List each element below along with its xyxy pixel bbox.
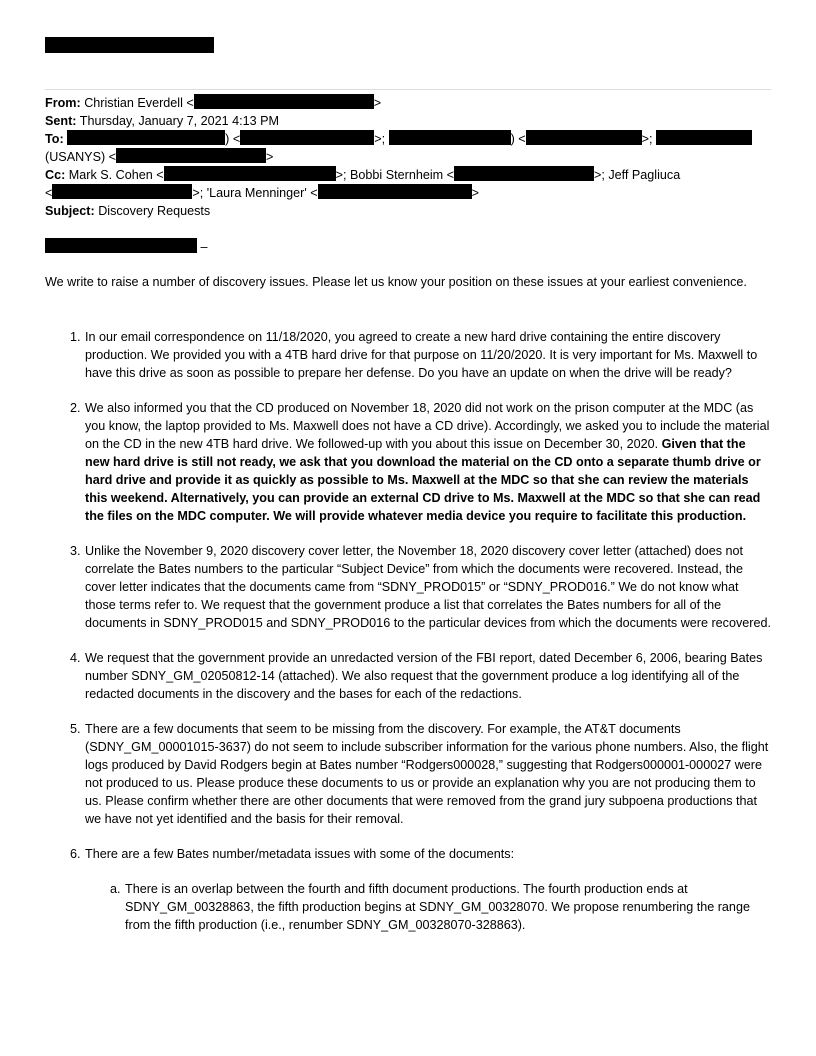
item-bold-text: Given that the new hard drive is still not ready, we ask that you download the material on the CD onto a separate thumb drive or hard drive and provide it as quickly as possible to Ms. Maxwell at the MDC so that she can review the materials this weekend. Alternatively, you can provide an external CD drive to Ms. Maxwell at the MDC so that she can read the files on the MDC computer. We will provide whatever media device you require to facilitate this production. xyxy=(85,437,761,523)
sub-item-letter: a. xyxy=(110,882,121,896)
cc-line-2 xyxy=(45,184,771,202)
redaction-bar xyxy=(45,37,214,53)
cc-text: >; Bobbi Sternheim < xyxy=(335,168,454,182)
cc-line xyxy=(45,166,771,184)
cc-text: > xyxy=(471,186,479,200)
from-label: From: xyxy=(45,96,81,110)
list-item xyxy=(45,845,771,863)
sent-value: Thursday, January 7, 2021 4:13 PM xyxy=(79,114,280,128)
list-item xyxy=(45,649,771,703)
item-number: 4. xyxy=(70,651,81,665)
redaction-bar xyxy=(164,166,336,181)
to-text: > xyxy=(266,150,274,164)
to-text: >; xyxy=(641,132,653,146)
sent-line xyxy=(45,112,771,130)
to-label: To: xyxy=(45,132,64,146)
salutation xyxy=(45,238,208,256)
sub-item-text: There is an overlap between the fourth and fifth document productions. The fourth production ends at SDNY_GM_00328863, the fifth production begins at SDNY_GM_00328070. We propose renumbering the range from the fifth production (i.e., renumber SDNY_GM_00328070-328863). xyxy=(125,882,750,932)
cc-text: Mark S. Cohen < xyxy=(68,168,164,182)
redaction-bar xyxy=(194,94,374,109)
cc-text: >; Jeff Pagliuca xyxy=(593,168,681,182)
redaction-bar xyxy=(240,130,374,145)
email-header xyxy=(45,94,771,220)
list-item xyxy=(45,720,771,828)
intro-paragraph: We write to raise a number of discovery issues. Please let us know your position on these issues at your earliest convenience. xyxy=(45,275,747,289)
redaction-bar xyxy=(389,130,511,145)
to-text: ) < xyxy=(510,132,526,146)
redaction-bar xyxy=(454,166,594,181)
list-item xyxy=(45,328,771,382)
from-value: Christian Everdell < xyxy=(84,96,194,110)
item-text: There are a few documents that seem to be missing from the discovery. For example, the AT&T documents (SDNY_GM_00001015-3637) do not seem to include subscriber information for the various phone numbers. Also, the flight logs produced by David Rodgers begin at Bates number “Rodgers000028,” suggesting that Rodgers000001-000027 were not produced to us. Please produce these documents to us or provide an explanation why you are not producing them to us. Please confirm whether there are other documents that were removed from the grand jury subpoena productions that we have not yet identified and the basis for their removal. xyxy=(85,722,769,826)
sent-label: Sent: xyxy=(45,114,77,128)
sub-list-item xyxy=(45,880,771,934)
to-text: (USANYS) < xyxy=(45,150,117,164)
cc-text: >; 'Laura Menninger' < xyxy=(192,186,318,200)
to-text: >; xyxy=(374,132,386,146)
redaction-bar xyxy=(116,148,266,163)
item-number: 5. xyxy=(70,722,81,736)
redaction-bar xyxy=(318,184,472,199)
subject-value: Discovery Requests xyxy=(98,204,211,218)
item-number: 6. xyxy=(70,847,81,861)
salutation-dash: – xyxy=(197,240,208,254)
from-end: > xyxy=(373,96,382,110)
item-text: Unlike the November 9, 2020 discovery cover letter, the November 18, 2020 discovery cover letter (attached) does not correlate the Bates numbers to the particular “Subject Device” from which the documents were recovered. Instead, the cover letter indicates that the documents came from “SDNY_PROD015” or “SDNY_PROD016.” We do not know what those terms refer to. We request that the government produce a list that correlates the Bates numbers for all of the documents in SDNY_PROD015 and SDNY_PROD016 to the particular devices from which the documents were recovered. xyxy=(85,544,771,630)
item-text: There are a few Bates number/metadata issues with some of the documents: xyxy=(85,847,515,861)
redaction-bar xyxy=(526,130,642,145)
header-divider xyxy=(45,89,771,90)
to-line xyxy=(45,130,771,148)
cc-text: < xyxy=(45,186,53,200)
list-item xyxy=(45,542,771,632)
issue-list xyxy=(45,328,771,934)
list-item xyxy=(45,399,771,525)
item-number: 2. xyxy=(70,401,81,415)
item-text: In our email correspondence on 11/18/2020, you agreed to create a new hard drive containing the entire discovery production. We provided you with a 4TB hard drive for that purpose on 11/20/2020. It is very important for Ms. Maxwell to have this drive as soon as possible to prepare her defense. Do you have an update on when the drive will be ready? xyxy=(85,330,758,380)
item-text: We also informed you that the CD produced on November 18, 2020 did not work on the prison computer at the MDC (as you know, the laptop provided to Ms. Maxwell does not have a CD drive). Accordingly, we asked you to include the material on the CD in the new 4TB hard drive. We followed-up with you about this issue on December 30, 2020. xyxy=(85,401,770,451)
item-text: We request that the government provide an unredacted version of the FBI report, dated December 6, 2006, bearing Bates number SDNY_GM_02050812-14 (attached). We also request that the government produce a log identifying all of the redacted documents in the discovery and the bases for each of the redactions. xyxy=(85,651,763,701)
subject-line xyxy=(45,202,771,220)
redaction-bar xyxy=(45,238,197,253)
to-text: ) < xyxy=(225,132,241,146)
cc-label: Cc: xyxy=(45,168,66,182)
redaction-bar xyxy=(52,184,192,199)
to-line-2 xyxy=(45,148,771,166)
from-line xyxy=(45,94,771,112)
subject-label: Subject: xyxy=(45,204,95,218)
item-number: 3. xyxy=(70,544,81,558)
item-number: 1. xyxy=(70,330,81,344)
redaction-bar xyxy=(67,130,225,145)
redaction-bar xyxy=(656,130,752,145)
